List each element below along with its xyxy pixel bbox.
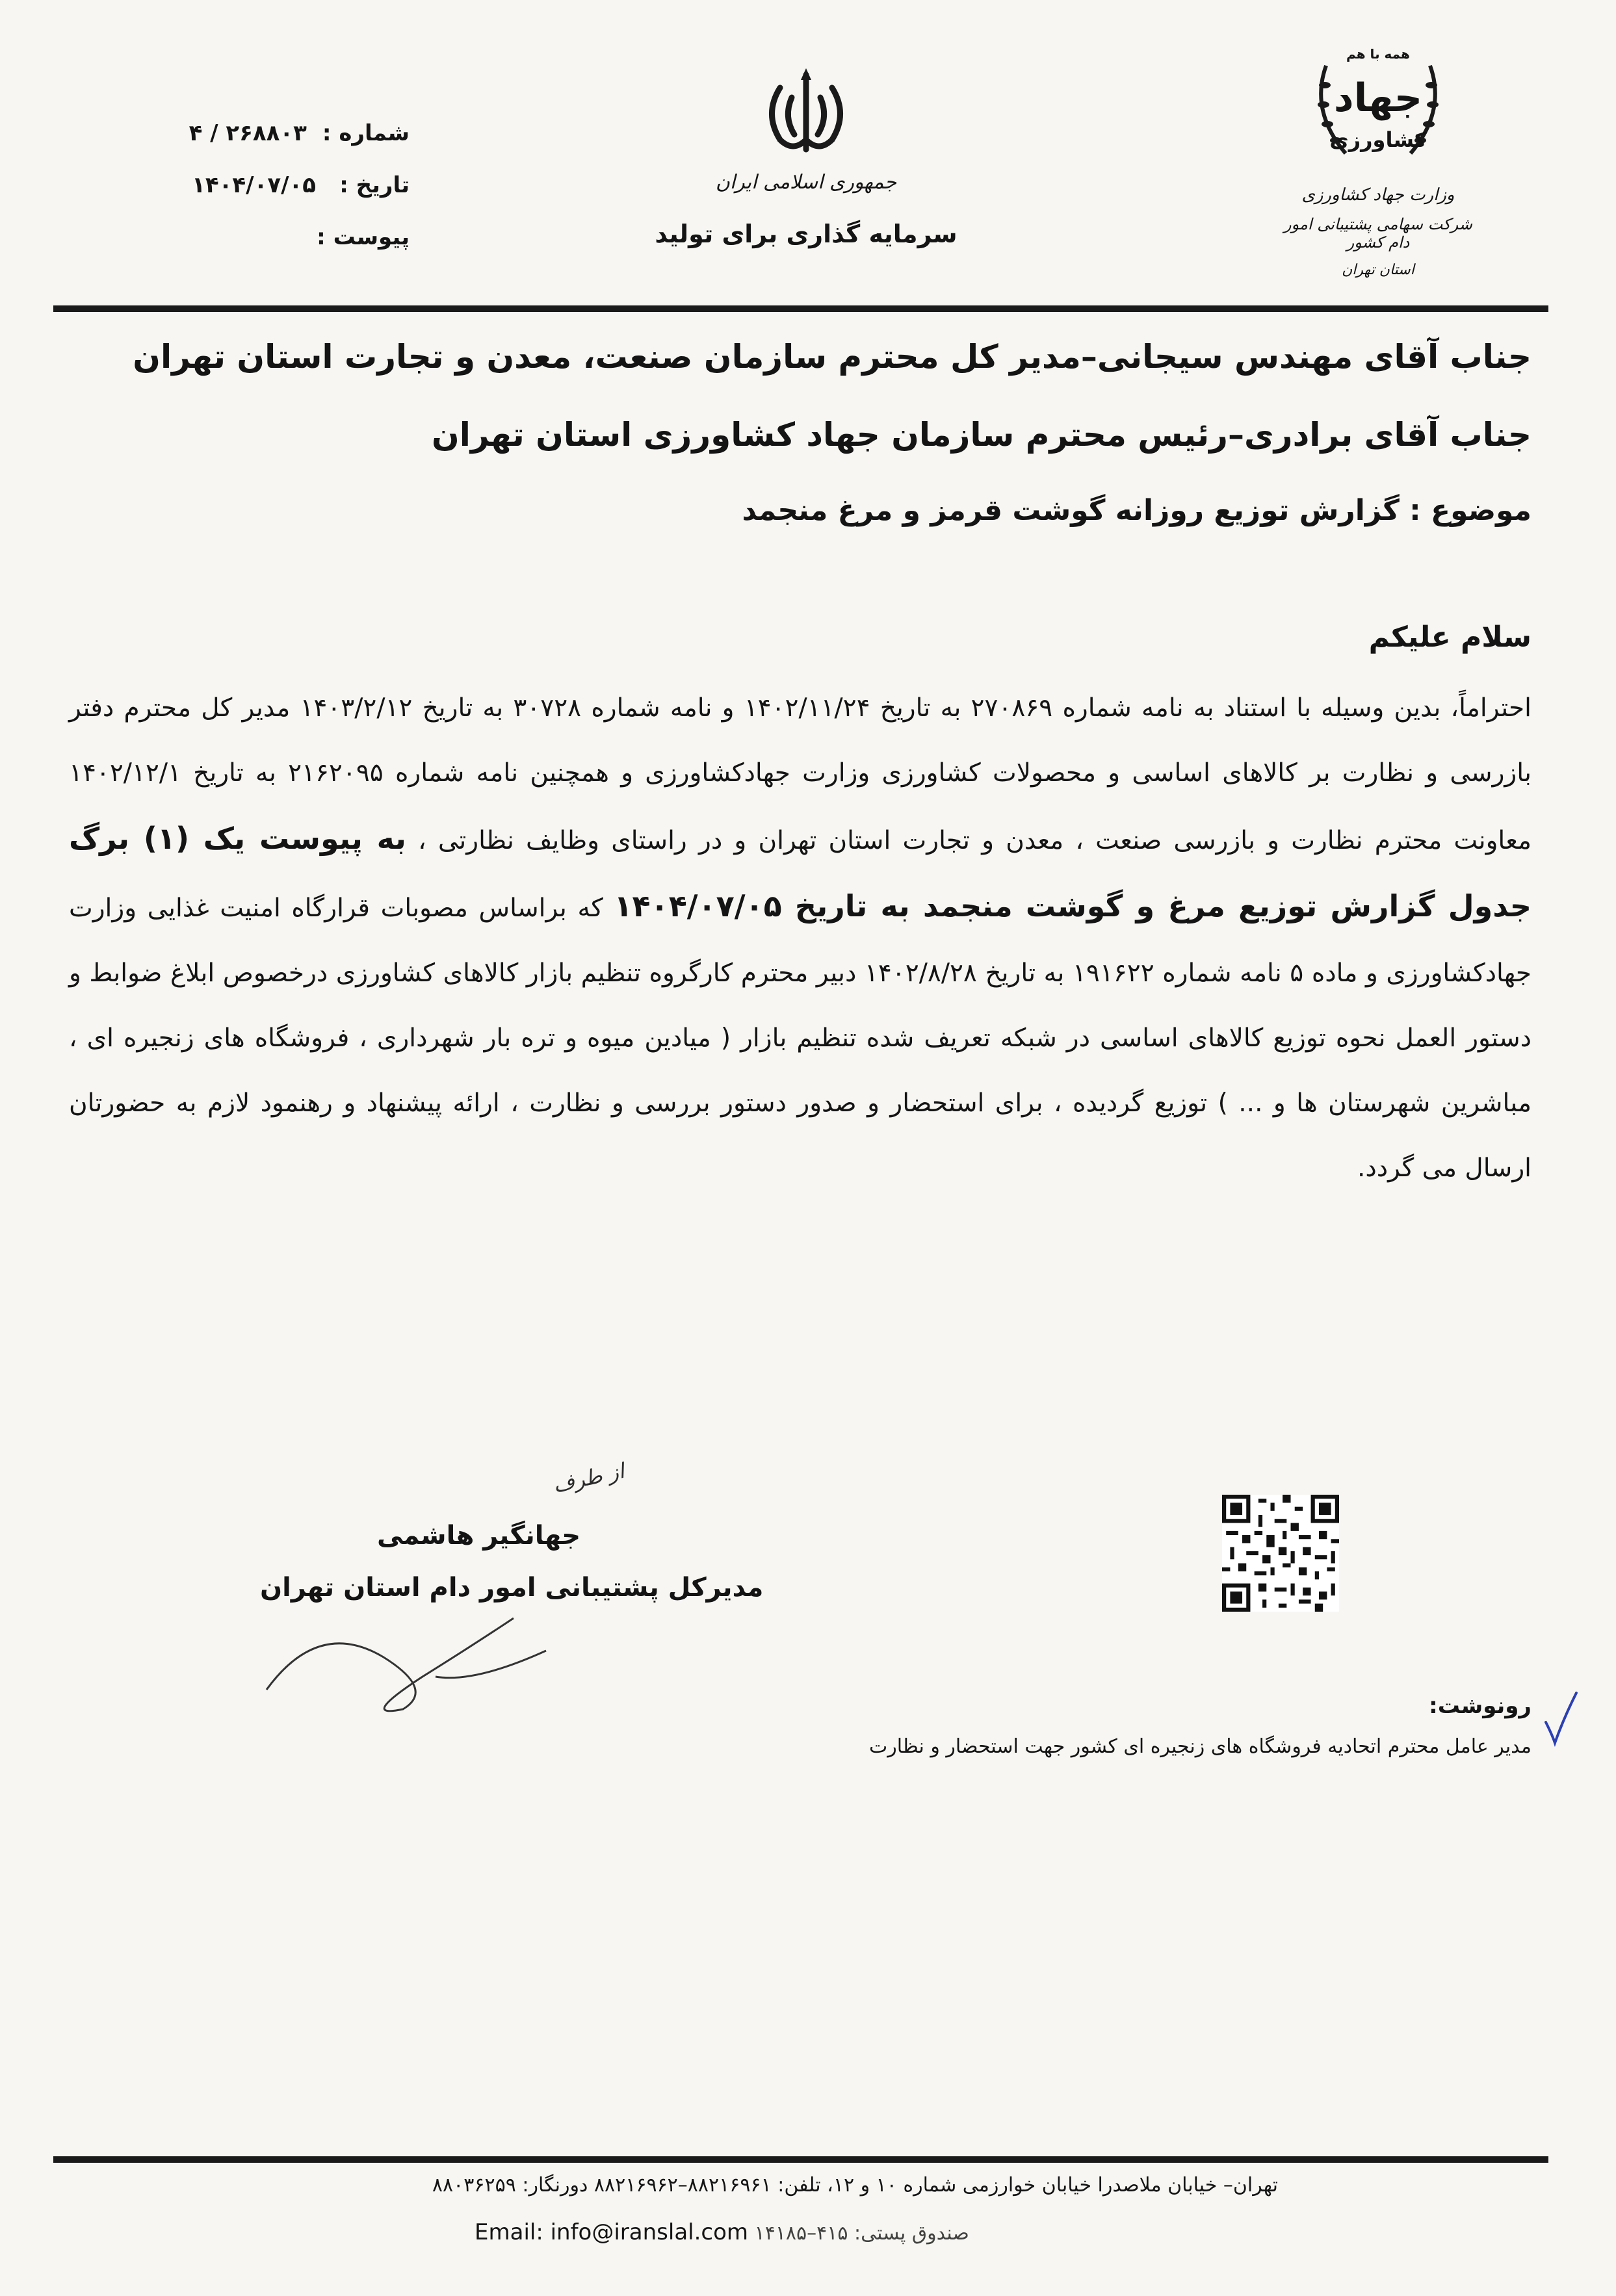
checkmark-icon — [1541, 1690, 1580, 1748]
logo-company: شرکت سهامی پشتیبانی امور دام کشور — [1284, 215, 1472, 252]
footer-address: تهران– خیابان ملاصدرا خیابان خوارزمی شماره ۱۰ و ۱۲، تلفن: ۸۸۲۱۶۹۶۱–۸۸۲۱۶۹۶۲ دورنگار: ۸۸۰۳۶۲۵۹ — [432, 2174, 1278, 2197]
date-row — [176, 159, 410, 211]
cc-title: رونوشت: — [1429, 1693, 1531, 1719]
logo-word-jahad: جهاد — [1333, 75, 1423, 121]
iran-emblem-icon — [754, 62, 858, 166]
logo-ring — [1307, 40, 1450, 170]
attachment-label: پیوست : — [317, 224, 410, 250]
logo-top: همه با هم — [1346, 46, 1410, 62]
footer-divider — [53, 2156, 1548, 2163]
addressee-1: جناب آقای مهندس سیجانی–مدیر کل محترم سازمان صنعت، معدن و تجارت استان تهران — [133, 338, 1531, 376]
qr-code-icon — [1222, 1495, 1339, 1612]
footer-pobox: صندوق پستی: ۴۱۵–۱۴۱۸۵ — [754, 2222, 969, 2245]
signatory-title: مدیرکل پشتیبانی امور دام استان تهران — [260, 1573, 764, 1603]
logo-ministry: وزارت جهاد کشاورزی — [1301, 185, 1455, 205]
body-bold-part: به پیوست یک (۱) برگ جدول گزارش توزیع مرغ و گوشت منجمد به تاریخ ۱۴۰۴/۰۷/۰۵ — [69, 821, 1531, 923]
letter-body — [69, 676, 1531, 1201]
cc-item: مدیر عامل محترم اتحادیه فروشگاه های زنجیره ای کشور جهت استحضار و نظارت — [868, 1735, 1531, 1758]
addressee-2: جناب آقای برادری–رئیس محترم سازمان جهاد کشاورزی استان تهران — [432, 416, 1531, 454]
date-label: تاریخ : — [339, 172, 410, 198]
salutation: سلام علیکم — [1368, 621, 1531, 654]
header-divider — [53, 305, 1548, 312]
logo-province: استان تهران — [1342, 262, 1414, 278]
signatory-name: جهانگیر هاشمی — [377, 1521, 581, 1551]
emblem-block — [644, 62, 969, 248]
date-value: ۱۴۰۴/۰۷/۰۵ — [192, 172, 316, 198]
number-label: شماره : — [322, 120, 410, 146]
footer-contact — [449, 2219, 969, 2245]
letter-meta — [176, 107, 410, 263]
ministry-logo — [1281, 36, 1476, 278]
subject-line: موضوع : گزارش توزیع روزانه گوشت قرمز و مرغ منجمد — [742, 494, 1531, 527]
signature-scribble-icon — [241, 1579, 579, 1722]
footer-email: Email: info@iranslal.com — [475, 2219, 749, 2245]
body-part-2: که براساس مصوبات قرارگاه امنیت غذایی وزارت جهادکشاورزی و ماده ۵ نامه شماره ۱۹۱۶۲۲ به تاریخ ۱۴۰۲/۸/۲۸ دبیر محترم کارگروه تنظیم بازار کالاهای کشاورزی درخصوص ابلاغ ضوابط و دستور العمل نحوه توزیع کالاهای اساسی در شبکه تعریف شده تنظیم بازار ( میادین میوه و تره بار شهرداری ، فروشگاه های زنجیره ای ، مباشرین شهرستان ها و ... ) توزیع گردیده ، برای استحضار و صدور دستور بررسی و نظارت ، ارائه پیشنهاد و رهنمود لازم به حضورتان ارسال می گردد. — [69, 894, 1531, 1183]
handwritten-note: از طرف — [551, 1458, 627, 1498]
attachment-row — [176, 211, 410, 263]
number-value: ۴ / ۲۶۸۸۰۳ — [189, 120, 307, 146]
emblem-caption: جمهوری اسلامی ایران — [715, 171, 897, 194]
body-part-1: احتراماً، بدین وسیله با استناد به نامه شماره ۲۷۰۸۶۹ به تاریخ ۱۴۰۲/۱۱/۲۴ و نامه شماره ۳۰۷۲۸ به تاریخ ۱۴۰۳/۲/۱۲ مدیر کل محترم دفتر بازرسی و نظارت بر کالاهای اساسی و محصولات کشاورزی وزارت جهادکشاورزی و همچنین نامه شماره ۲۱۶۲۰۹۵ به تاریخ ۱۴۰۲/۱۲/۱ معاونت محترم نظارت و بازرسی صنعت ، معدن و تجارت استان تهران و در راستای وظایف نظارتی ، — [69, 693, 1532, 855]
logo-word-keshavarzi: کشاورزی — [1329, 127, 1427, 152]
number-row — [176, 107, 410, 159]
slogan: سرمایه گذاری برای تولید — [655, 220, 958, 248]
